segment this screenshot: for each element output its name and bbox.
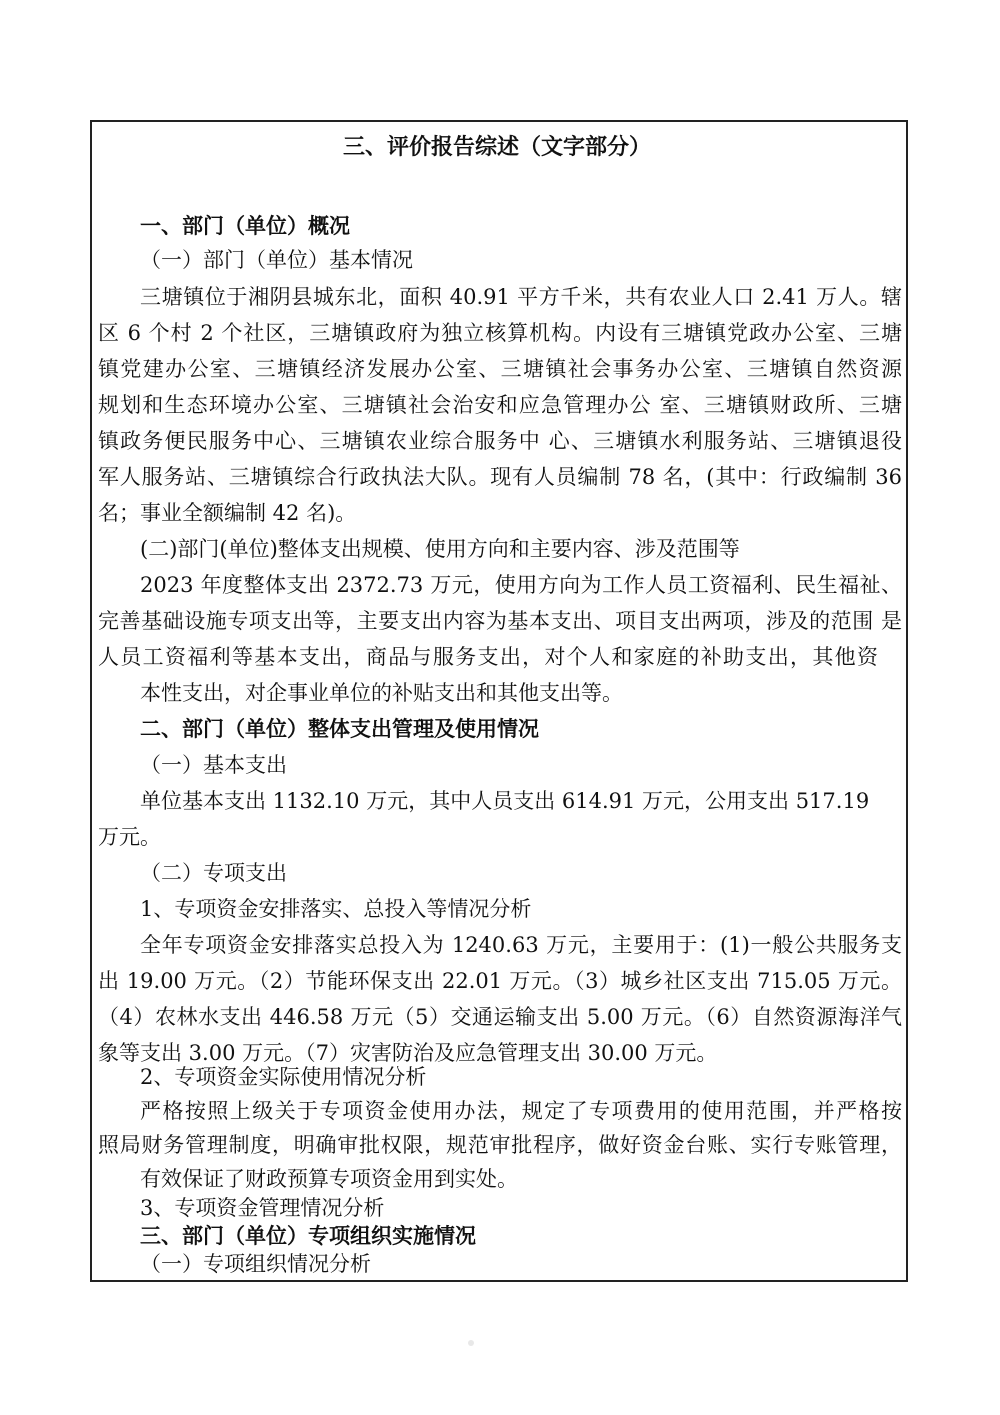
paragraph-line: 区 6 个村 2 个社区，三塘镇政府为独立核算机构。内设有三塘镇党政办公室、三塘 <box>98 321 902 345</box>
paragraph-line: 镇政务便民服务中心、三塘镇农业综合服务中 心、三塘镇水利服务站、三塘镇退役 <box>98 429 902 453</box>
section-heading-3: 三、部门（单位）专项组织实施情况 <box>140 1223 476 1248</box>
item-heading: 1、专项资金安排落实、总投入等情况分析 <box>140 897 532 921</box>
paragraph-line: 本性支出，对企事业单位的补贴支出和其他支出等。 <box>140 681 623 705</box>
paragraph-line: 三塘镇位于湘阴县城东北，面积 40.91 平方千米，共有农业人口 2.41 万人。辖 <box>140 285 902 309</box>
paragraph-line: 严格按照上级关于专项资金使用办法，规定了专项费用的使用范围，并严格按 <box>140 1099 902 1123</box>
paragraph-line: 镇党建办公室、三塘镇经济发展办公室、三塘镇社会事务办公室、三塘镇自然资源 <box>98 357 902 381</box>
paragraph-line: 军人服务站、三塘镇综合行政执法大队。现有人员编制 78 名，(其中：行政编制 36 <box>98 465 902 489</box>
item-heading: 2、专项资金实际使用情况分析 <box>140 1065 427 1089</box>
paragraph-line: 出 19.00 万元。（2）节能环保支出 22.01 万元。（3）城乡社区支出 715.05 万元。 <box>98 969 902 993</box>
paragraph-line: 象等支出 3.00 万元。（7）灾害防治及应急管理支出 30.00 万元。 <box>98 1041 718 1065</box>
paragraph-line: 名；事业全额编制 42 名)。 <box>98 501 357 525</box>
subsection-heading: (二)部门(单位)整体支出规模、使用方向和主要内容、涉及范围等 <box>140 537 740 561</box>
section-heading-1: 一、部门（单位）概况 <box>140 213 350 238</box>
paragraph-line: 人员工资福利等基本支出，商品与服务支出，对个人和家庭的补助支出，其他资 <box>98 645 878 669</box>
subsection-heading: （二）专项支出 <box>140 861 287 885</box>
paragraph-line: 2023 年度整体支出 2372.73 万元，使用方向为工作人员工资福利、民生福祉、 <box>140 573 902 597</box>
paragraph-line: 有效保证了财政预算专项资金用到实处。 <box>140 1167 518 1191</box>
paragraph-line: （4）农林水支出 446.58 万元（5）交通运输支出 5.00 万元。（6）自然资源海洋气 <box>98 1005 902 1029</box>
paragraph-line: 全年专项资金安排落实总投入为 1240.63 万元，主要用于：(1)一般公共服务支 <box>140 933 902 957</box>
section-heading-2: 二、部门（单位）整体支出管理及使用情况 <box>140 716 539 741</box>
paragraph-line: 规划和生态环境办公室、三塘镇社会治安和应急管理办公 室、三塘镇财政所、三塘 <box>98 393 902 417</box>
item-heading: 3、专项资金管理情况分析 <box>140 1196 385 1220</box>
paragraph-line: 照局财务管理制度，明确审批权限，规范审批程序，做好资金台账、实行专账管理， <box>98 1133 902 1157</box>
paragraph-line: 完善基础设施专项支出等，主要支出内容为基本支出、项目支出两项，涉及的范围 是 <box>98 609 902 633</box>
report-title: 三、评价报告综述（文字部分） <box>343 134 652 160</box>
subsection-heading: （一）基本支出 <box>140 753 287 777</box>
paragraph-line: 万元。 <box>98 825 161 849</box>
subsection-heading: （一）专项组织情况分析 <box>140 1252 371 1276</box>
subsection-heading: （一）部门（单位）基本情况 <box>140 248 413 272</box>
scan-speck <box>468 1340 474 1346</box>
paragraph-line: 单位基本支出 1132.10 万元，其中人员支出 614.91 万元，公用支出 517.19 <box>140 789 870 813</box>
